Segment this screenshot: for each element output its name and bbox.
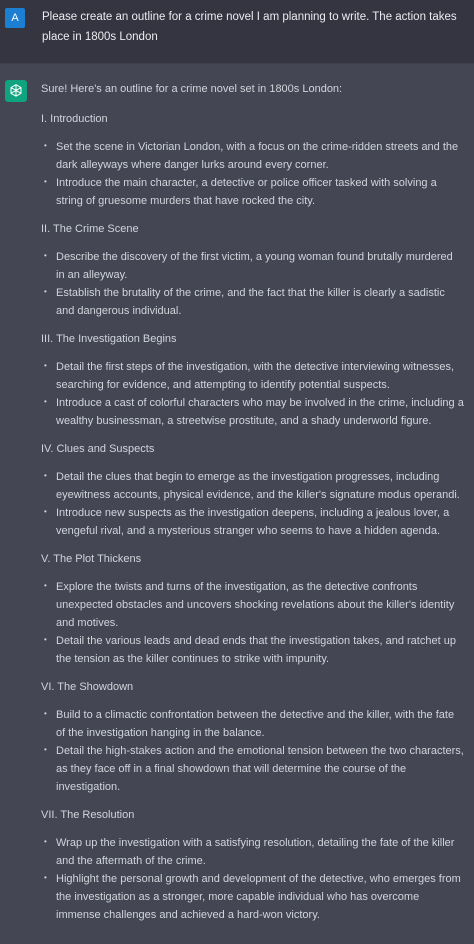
outline-section (41, 806, 464, 924)
outline-sections (41, 110, 464, 924)
bullet-item: • Detail the clues that begin to emerge as the investigation progresses, including eyewitness accounts, physical evidence, and the killer's signature modus operandi. (41, 468, 464, 504)
user-message-text: Please create an outline for a crime novel I am planning to write. The action takes place in 1800s London (42, 11, 457, 43)
openai-logo-icon (5, 80, 27, 102)
bullet-item: • Introduce new suspects as the investigation deepens, including a jealous lover, a vengeful rival, and a mysterious stranger who seems to have a hidden agenda. (41, 504, 464, 540)
outline-section (41, 110, 464, 210)
user-avatar: A (5, 8, 25, 28)
bullet-item: • Detail the high-stakes action and the emotional tension between the two characters, as they face off in a final showdown that will determine the course of the investigation. (41, 742, 464, 796)
section-title: IV. Clues and Suspects (41, 443, 155, 455)
assistant-message-content (41, 80, 464, 934)
bullet-list (41, 138, 464, 210)
bullet-item: • Introduce a cast of colorful characters who may be involved in the crime, including a wealthy businessman, a streetwise prostitute, and a shady underworld figure. (41, 394, 464, 430)
bullet-item: • Explore the twists and turns of the investigation, as the detective confronts unexpected obstacles and uncovers shocking revelations about the killer's identity and motives. (41, 578, 464, 632)
assistant-message-row (0, 64, 474, 944)
bullet-item: • Establish the brutality of the crime, and the fact that the killer is clearly a sadistic and dangerous individual. (41, 284, 464, 320)
bullet-item: • Introduce the main character, a detective or police officer tasked with solving a string of gruesome murders that have rocked the city. (41, 174, 464, 210)
section-title: VII. The Resolution (41, 809, 135, 821)
section-title: V. The Plot Thickens (41, 553, 142, 565)
outline-section (41, 678, 464, 796)
bullet-item: • Detail the various leads and dead ends that the investigation takes, and ratchet up the tension as the killer continues to strike with impunity. (41, 632, 464, 668)
bullet-list (41, 468, 464, 540)
bullet-item: • Highlight the personal growth and development of the detective, who emerges from the investigation as a stronger, more capable individual who has overcome immense challenges and achieved a hard-won victory. (41, 870, 464, 924)
bullet-item: • Detail the first steps of the investigation, with the detective interviewing witnesses, searching for evidence, and attempting to identify potential suspects. (41, 358, 464, 394)
user-message-row (0, 0, 474, 64)
bullet-item: • Wrap up the investigation with a satisfying resolution, detailing the fate of the killer and the aftermath of the crime. (41, 834, 464, 870)
outline-section (41, 330, 464, 430)
bullet-list (41, 248, 464, 320)
section-title: III. The Investigation Begins (41, 333, 177, 345)
section-title: II. The Crime Scene (41, 223, 139, 235)
bullet-list (41, 834, 464, 924)
assistant-intro-text: Sure! Here's an outline for a crime novel set in 1800s London: (41, 83, 343, 95)
bullet-item: • Set the scene in Victorian London, with a focus on the crime-ridden streets and the dark alleyways where danger lurks around every corner. (41, 138, 464, 174)
outline-section (41, 440, 464, 540)
bullet-list (41, 358, 464, 430)
bullet-list (41, 706, 464, 796)
bullet-item: • Build to a climactic confrontation between the detective and the killer, with the fate of the investigation hanging in the balance. (41, 706, 464, 742)
outline-section (41, 550, 464, 668)
section-title: I. Introduction (41, 113, 108, 125)
outline-section (41, 220, 464, 320)
bullet-item: • Describe the discovery of the first victim, a young woman found brutally murdered in an alleyway. (41, 248, 464, 284)
section-title: VI. The Showdown (41, 681, 134, 693)
bullet-list (41, 578, 464, 668)
